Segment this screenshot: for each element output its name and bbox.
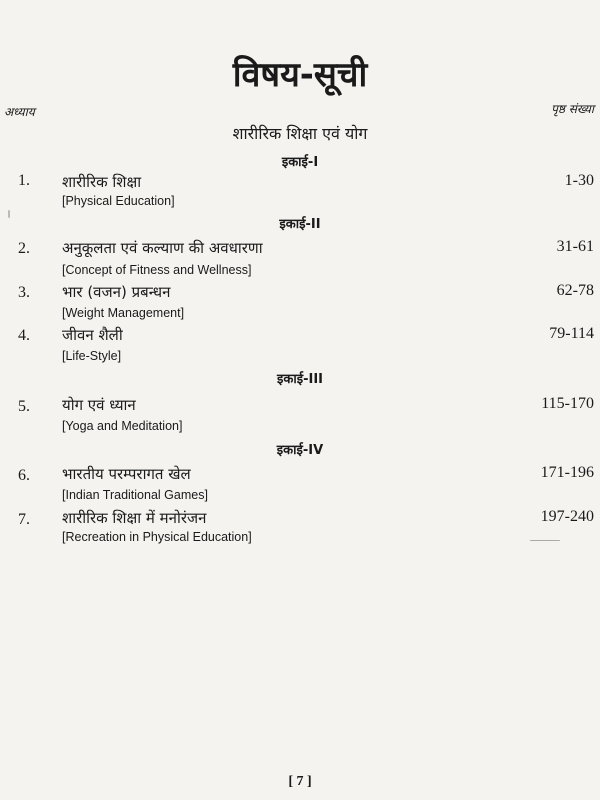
chapter-number: 5. <box>18 398 30 415</box>
unit-heading-1: इकाई-I <box>281 155 319 170</box>
chapter-pages: 197-240 <box>540 508 594 525</box>
print-speck <box>530 540 560 541</box>
chapter-title-hindi: भार (वजन) प्रबन्धन <box>62 283 171 301</box>
chapter-title-hindi: शारीरिक शिक्षा <box>62 173 142 191</box>
chapter-title-english: [Life-Style] <box>62 349 122 363</box>
chapter-pages: 79-114 <box>549 325 594 342</box>
chapter-number: 7. <box>18 511 30 528</box>
chapter-title-english: [Recreation in Physical Education] <box>62 530 252 544</box>
chapter-title-english: [Concept of Fitness and Wellness] <box>62 263 252 277</box>
unit-heading-3: इकाई-III <box>276 372 324 387</box>
page-number-footer: [ 7 ] <box>288 774 312 789</box>
print-speck <box>8 210 10 218</box>
chapter-title-hindi: जीवन शैली <box>62 326 123 344</box>
chapter-title-english: [Yoga and Meditation] <box>62 419 183 433</box>
chapter-number: 3. <box>18 284 30 301</box>
chapter-pages: 1-30 <box>564 172 594 189</box>
unit-heading-2: इकाई-II <box>279 217 321 232</box>
chapter-title-hindi: अनुकूलता एवं कल्याण की अवधारणा <box>62 239 263 257</box>
chapter-title-hindi: योग एवं ध्यान <box>62 396 136 414</box>
chapter-column-header: अध्याय <box>4 105 35 119</box>
chapter-title-hindi: भारतीय परम्परागत खेल <box>62 465 191 483</box>
page-title: विषय-सूची <box>232 55 368 95</box>
chapter-title-english: [Physical Education] <box>62 194 175 208</box>
page-number-column-header: पृष्ठ संख्या <box>551 102 594 116</box>
book-subtitle: शारीरिक शिक्षा एवं योग <box>232 124 368 143</box>
chapter-title-english: [Indian Traditional Games] <box>62 488 208 502</box>
chapter-title-hindi: शारीरिक शिक्षा में मनोरंजन <box>62 509 207 527</box>
chapter-title-english: [Weight Management] <box>62 306 185 320</box>
chapter-pages: 115-170 <box>541 395 594 412</box>
chapter-pages: 171-196 <box>540 464 594 481</box>
unit-heading-4: इकाई-IV <box>276 443 324 458</box>
chapter-number: 4. <box>18 327 30 344</box>
chapter-pages: 62-78 <box>556 282 594 299</box>
chapter-number: 2. <box>18 240 30 257</box>
chapter-number: 6. <box>18 467 30 484</box>
chapter-number: 1. <box>18 172 30 189</box>
chapter-pages: 31-61 <box>556 238 594 255</box>
